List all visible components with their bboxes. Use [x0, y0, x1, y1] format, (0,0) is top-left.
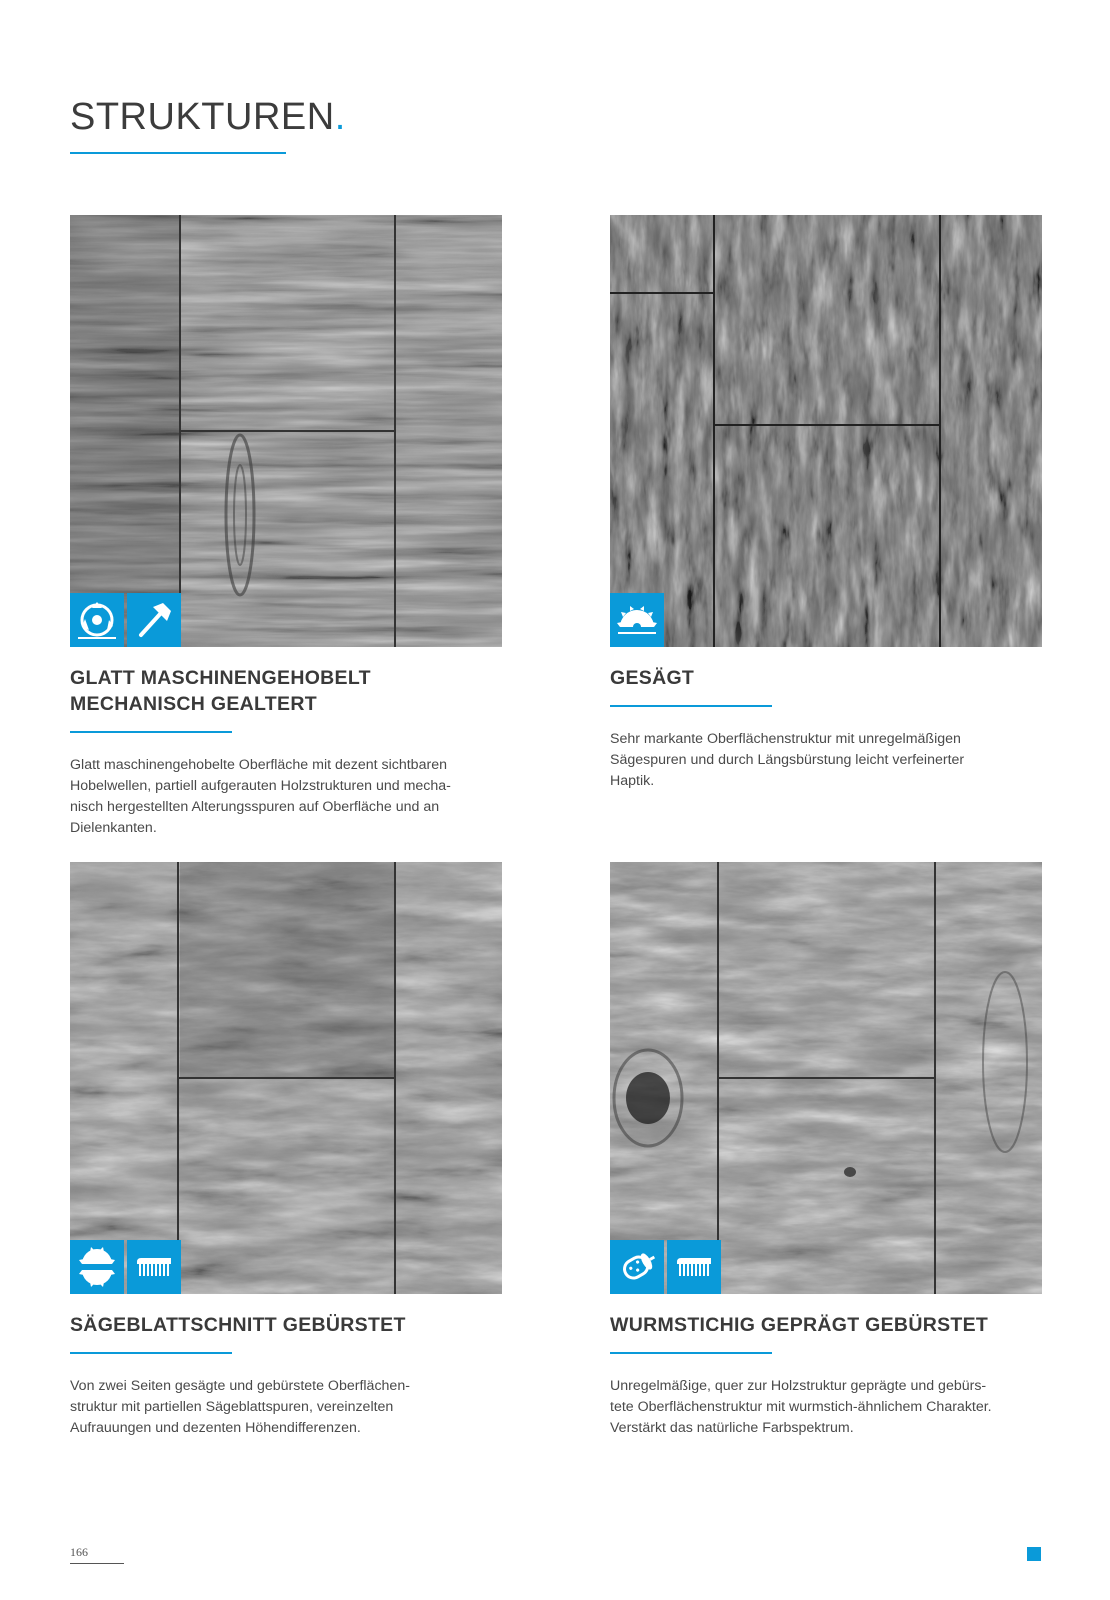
wood-texture-image	[70, 215, 502, 647]
card-title: SÄGEBLATTSCHNITT GEBÜRSTET	[70, 1314, 406, 1336]
card-description: Unregelmäßige, quer zur Holzstruktur geprägte und gebürs- tete Oberflächenstruktur mit wurmstich-ähnlichem Charakter. Verstärkt das natürliche Farbspektrum.	[610, 1378, 992, 1436]
wood-texture-saegeblatt	[70, 862, 502, 1294]
structure-card-saegeblatt	[70, 862, 502, 1439]
card-underline	[610, 1352, 772, 1354]
embossing-roller-icon	[610, 1240, 664, 1294]
card-description: Sehr markante Oberflächenstruktur mit unregelmäßigen Sägespuren und durch Längsbürstung leicht verfeinerter Haptik.	[610, 731, 965, 789]
wood-texture-glatt	[70, 215, 502, 647]
card-underline	[70, 1352, 232, 1354]
icon-row	[610, 1240, 721, 1294]
wood-texture-image	[610, 215, 1042, 647]
structure-card-wurmstichig	[610, 862, 1042, 1439]
icon-row	[610, 593, 664, 647]
card-title-line1: GLATT MASCHINENGEHOBELT	[70, 667, 371, 689]
footer-accent-square	[1027, 1547, 1041, 1561]
double-saw-blade-icon	[70, 1240, 124, 1294]
page-title	[70, 96, 346, 139]
card-underline	[610, 705, 772, 707]
brush-icon	[127, 1240, 181, 1294]
card-underline	[70, 731, 232, 733]
icon-row	[70, 593, 181, 647]
wood-texture-gesaegt	[610, 215, 1042, 647]
brush-icon	[667, 1240, 721, 1294]
footer-rule	[70, 1563, 124, 1564]
card-title	[70, 665, 502, 717]
page-title-text: STRUKTUREN	[70, 96, 335, 138]
wood-texture-image	[70, 862, 502, 1294]
title-underline	[70, 152, 286, 154]
page-number: 166	[70, 1545, 88, 1559]
planer-head-icon	[70, 593, 124, 647]
page-title-dot: .	[334, 96, 346, 138]
wood-texture-wurmstichig	[610, 862, 1042, 1294]
saw-blade-icon	[610, 593, 664, 647]
card-description: Glatt maschinengehobelte Oberfläche mit dezent sichtbaren Hobelwellen, partiell aufgerauten Holzstrukturen und mecha- nisch hergestellten Alterungsspuren auf Oberfläche und an Dielenkanten.	[70, 757, 451, 836]
card-title: WURMSTICHIG GEPRÄGT GEBÜRSTET	[610, 1314, 989, 1336]
card-title-line2: MECHANISCH GEALTERT	[70, 693, 317, 715]
hammer-icon	[127, 593, 181, 647]
card-title: GESÄGT	[610, 667, 695, 689]
wood-texture-image	[610, 862, 1042, 1294]
structure-card-gesaegt	[610, 215, 1042, 792]
card-description: Von zwei Seiten gesägte und gebürstete Oberflächen- struktur mit partiellen Sägeblattspuren, vereinzelten Aufrauungen und dezenten Höhendifferenzen.	[70, 1378, 410, 1436]
icon-row	[70, 1240, 181, 1294]
structure-card-glatt	[70, 215, 502, 839]
